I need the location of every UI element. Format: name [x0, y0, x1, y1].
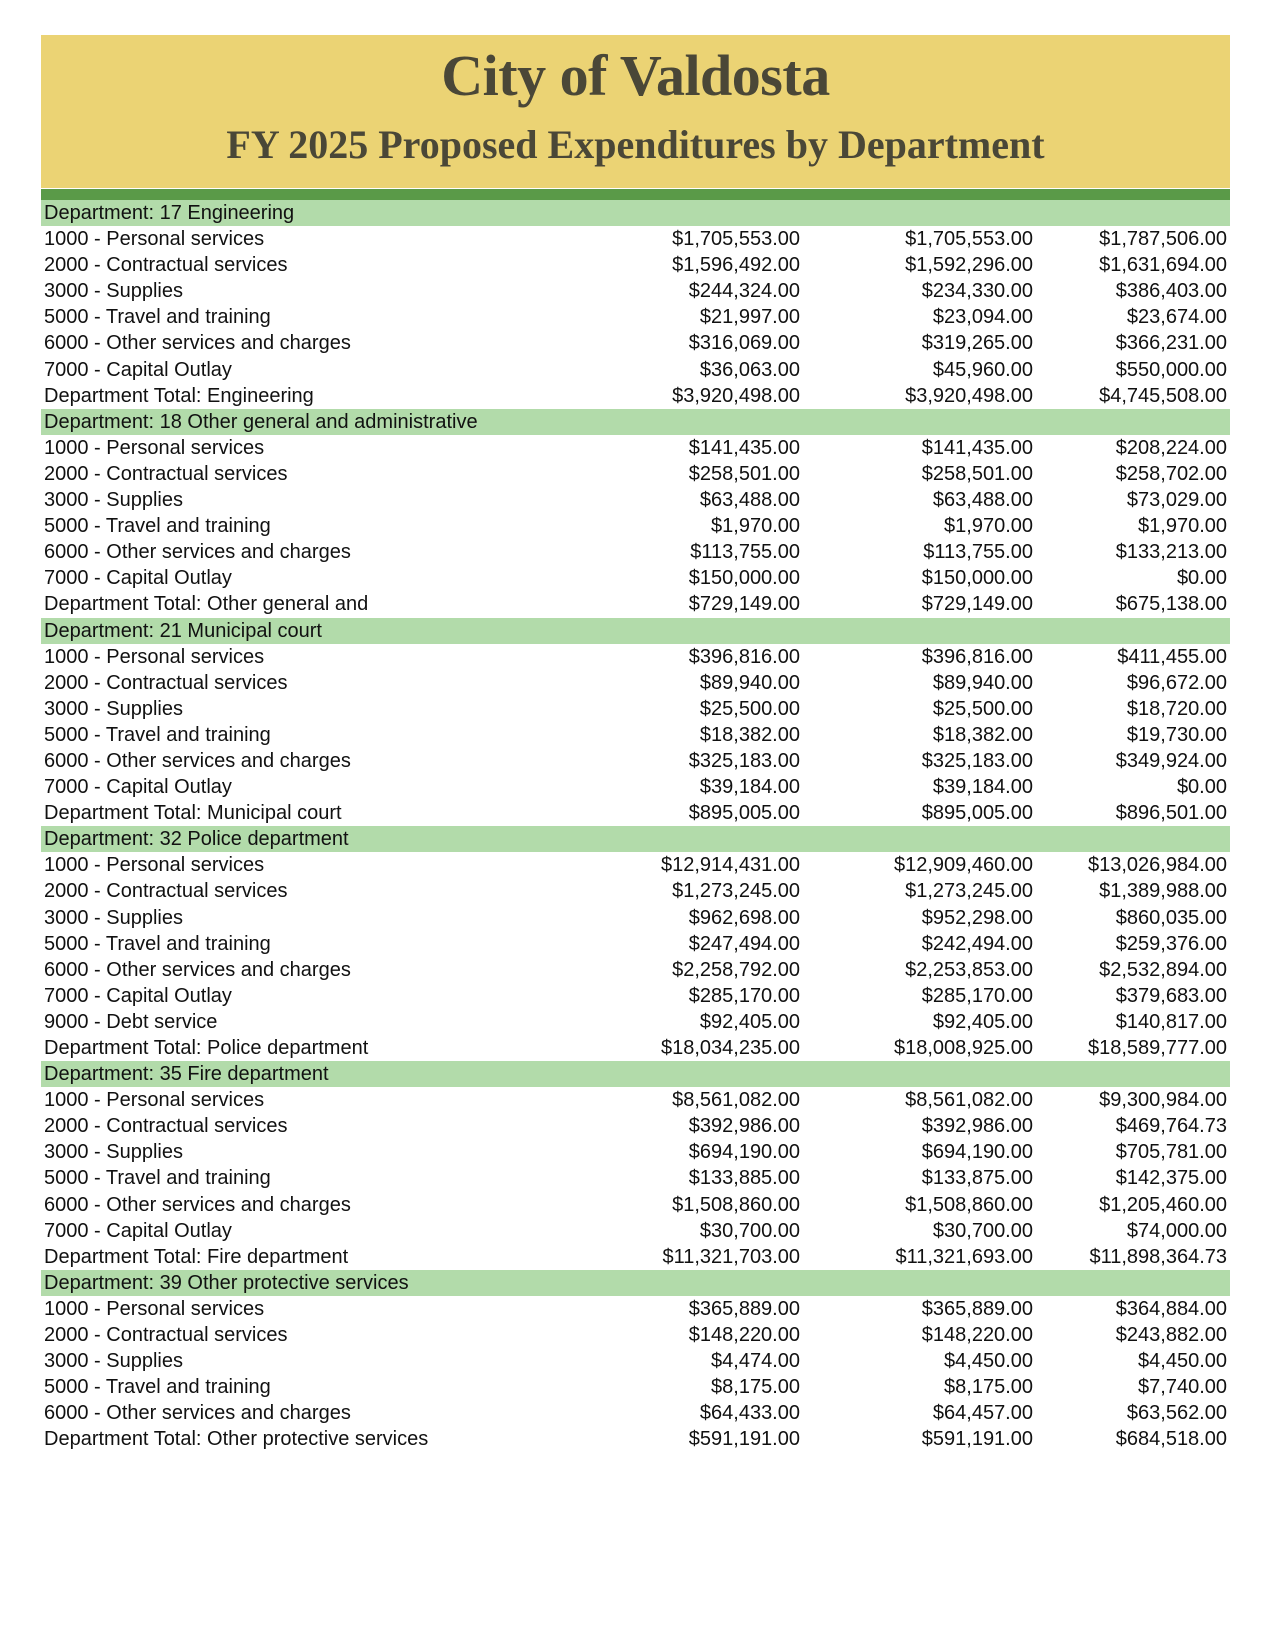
line-item-label: 7000 - Capital Outlay [44, 567, 232, 590]
amount-cell-c1: $258,501.00 [688, 462, 800, 485]
line-item-label: 6000 - Other services and charges [44, 332, 351, 355]
amount-cell-c3: $18,589,777.00 [1087, 1037, 1227, 1059]
header-divider [41, 189, 1230, 200]
amount-cell-c3: $386,403.00 [1115, 280, 1227, 303]
amount-cell-c1: $148,220.00 [688, 1324, 800, 1347]
amount-cell-c1: $3,920,498.00 [672, 384, 800, 407]
table-row [41, 1113, 1230, 1139]
table-row [41, 722, 1230, 748]
amount-cell-c2: $63,488.00 [932, 489, 1033, 512]
line-item-label: 5000 - Travel and training [44, 932, 271, 955]
line-item-label: 5000 - Travel and training [44, 723, 271, 746]
amount-cell-c3: $379,683.00 [1115, 984, 1227, 1007]
amount-cell-c3: $19,730.00 [1126, 723, 1227, 746]
table-row [41, 1035, 1230, 1061]
table-row [41, 748, 1230, 774]
amount-cell-c2: $396,816.00 [921, 645, 1033, 668]
line-item-label: 2000 - Contractual services [44, 1115, 288, 1138]
amount-cell-c2: $148,220.00 [921, 1324, 1033, 1347]
table-row [41, 696, 1230, 722]
amount-cell-c3: $896,501.00 [1115, 802, 1227, 825]
table-row [41, 1400, 1230, 1426]
amount-cell-c2: $4,450.00 [944, 1350, 1033, 1373]
line-item-label: 1000 - Personal services [44, 228, 265, 251]
amount-cell-c1: $895,005.00 [688, 802, 800, 825]
amount-cell-c2: $952,298.00 [921, 906, 1033, 929]
line-item-label: 3000 - Supplies [44, 1350, 183, 1373]
line-item-label: 7000 - Capital Outlay [44, 984, 232, 1007]
table-row [41, 983, 1230, 1009]
amount-cell-c1: $1,705,553.00 [672, 228, 800, 251]
amount-cell-c2: $325,183.00 [921, 749, 1033, 772]
amount-cell-c1: $4,474.00 [711, 1350, 800, 1373]
table-row [41, 774, 1230, 800]
line-item-label: 1000 - Personal services [44, 1297, 265, 1320]
table-row [41, 304, 1230, 330]
amount-cell-c2: $319,265.00 [921, 332, 1033, 355]
department-label: Department: 18 Other general and administrative [44, 410, 478, 433]
amount-cell-c1: $694,190.00 [688, 1141, 800, 1164]
amount-cell-c2: $1,970.00 [944, 515, 1033, 538]
amount-cell-c2: $2,253,853.00 [905, 958, 1033, 981]
amount-cell-c3: $411,455.00 [1117, 645, 1227, 668]
amount-cell-c1: $63,488.00 [699, 489, 800, 512]
amount-cell-c3: $74,000.00 [1126, 1219, 1227, 1242]
amount-cell-c1: $2,258,792.00 [672, 958, 800, 981]
table-row [41, 1218, 1230, 1244]
amount-cell-c1: $92,405.00 [699, 1010, 800, 1033]
amount-cell-c3: $366,231.00 [1115, 332, 1227, 355]
amount-cell-c1: $21,997.00 [699, 306, 800, 329]
amount-cell-c2: $3,920,498.00 [905, 384, 1033, 407]
table-row [41, 1087, 1230, 1113]
table-row [41, 252, 1230, 278]
amount-cell-c1: $244,324.00 [688, 280, 800, 303]
amount-cell-c1: $316,069.00 [688, 332, 800, 355]
amount-cell-c3: $142,375.00 [1115, 1167, 1227, 1190]
line-item-label: Department Total: Police department [44, 1037, 369, 1059]
line-item-label: Department Total: Fire department [44, 1245, 349, 1268]
amount-cell-c3: $364,884.00 [1115, 1297, 1227, 1320]
line-item-label: 1000 - Personal services [44, 854, 265, 877]
table-row [41, 1374, 1230, 1400]
amount-cell-c3: $349,924.00 [1115, 749, 1227, 772]
table-row [41, 931, 1230, 957]
table-row [41, 226, 1230, 252]
amount-cell-c3: $675,138.00 [1115, 593, 1227, 616]
amount-cell-c1: $8,561,082.00 [672, 1089, 800, 1112]
amount-cell-c3: $0.00 [1176, 567, 1227, 590]
line-item-label: 2000 - Contractual services [44, 254, 288, 277]
report-header [41, 35, 1230, 188]
amount-cell-c1: $39,184.00 [699, 776, 800, 799]
department-label: Department: 39 Other protective services [44, 1271, 409, 1294]
line-item-label: 1000 - Personal services [44, 436, 265, 459]
amount-cell-c3: $1,205,460.00 [1099, 1193, 1227, 1216]
table-row [41, 1426, 1230, 1452]
amount-cell-c1: $36,063.00 [699, 358, 800, 381]
table-row [41, 800, 1230, 826]
table-row [41, 461, 1230, 487]
amount-cell-c3: $2,532,894.00 [1099, 958, 1227, 981]
table-row [41, 383, 1230, 409]
amount-cell-c3: $208,224.00 [1115, 436, 1227, 459]
department-label: Department: 21 Municipal court [44, 619, 322, 642]
table-row [41, 539, 1230, 565]
amount-cell-c3: $18,720.00 [1126, 697, 1227, 720]
table-row [41, 878, 1230, 904]
line-item-label: 3000 - Supplies [44, 489, 183, 512]
department-label: Department: 35 Fire department [44, 1063, 329, 1086]
table-row [41, 1139, 1230, 1165]
amount-cell-c1: $12,914,431.00 [660, 854, 800, 877]
line-item-label: 7000 - Capital Outlay [44, 776, 232, 799]
amount-cell-c2: $141,435.00 [921, 436, 1033, 459]
amount-cell-c2: $1,508,860.00 [905, 1193, 1033, 1216]
amount-cell-c1: $962,698.00 [688, 906, 800, 929]
amount-cell-c3: $469,764.73 [1115, 1115, 1227, 1138]
table-row [41, 1192, 1230, 1218]
amount-cell-c3: $11,898,364.73 [1089, 1245, 1227, 1268]
amount-cell-c3: $705,781.00 [1115, 1141, 1227, 1164]
line-item-label: Department Total: Municipal court [44, 802, 342, 825]
line-item-label: 3000 - Supplies [44, 697, 183, 720]
table-row [41, 1009, 1230, 1035]
line-item-label: 6000 - Other services and charges [44, 1402, 351, 1425]
table-row [41, 487, 1230, 513]
amount-cell-c1: $18,382.00 [699, 723, 800, 746]
amount-cell-c1: $150,000.00 [688, 567, 800, 590]
amount-cell-c2: $234,330.00 [921, 280, 1033, 303]
amount-cell-c2: $30,700.00 [932, 1219, 1033, 1242]
amount-cell-c2: $8,175.00 [944, 1376, 1033, 1399]
amount-cell-c2: $133,875.00 [921, 1167, 1033, 1190]
amount-cell-c3: $73,029.00 [1126, 489, 1227, 512]
line-item-label: 1000 - Personal services [44, 645, 265, 668]
amount-cell-c1: $392,986.00 [688, 1115, 800, 1138]
amount-cell-c3: $550,000.00 [1115, 358, 1227, 381]
amount-cell-c1: $729,149.00 [688, 593, 800, 616]
line-item-label: 5000 - Travel and training [44, 515, 271, 538]
amount-cell-c1: $8,175.00 [711, 1376, 800, 1399]
line-item-label: 3000 - Supplies [44, 906, 183, 929]
amount-cell-c1: $1,970.00 [711, 515, 800, 538]
amount-cell-c2: $150,000.00 [921, 567, 1033, 590]
amount-cell-c2: $92,405.00 [932, 1010, 1033, 1033]
line-item-label: 5000 - Travel and training [44, 1167, 271, 1190]
amount-cell-c1: $285,170.00 [688, 984, 800, 1007]
line-item-label: 2000 - Contractual services [44, 880, 288, 903]
expenditures-table [41, 200, 1230, 1453]
amount-cell-c1: $30,700.00 [699, 1219, 800, 1242]
amount-cell-c3: $684,518.00 [1115, 1428, 1227, 1451]
amount-cell-c3: $4,745,508.00 [1099, 384, 1227, 407]
amount-cell-c2: $1,705,553.00 [905, 228, 1033, 251]
table-row [41, 957, 1230, 983]
table-row [41, 513, 1230, 539]
amount-cell-c2: $1,592,296.00 [905, 254, 1033, 277]
line-item-label: 3000 - Supplies [44, 280, 183, 303]
amount-cell-c1: $1,596,492.00 [672, 254, 800, 277]
department-label: Department: 17 Engineering [44, 202, 295, 224]
amount-cell-c2: $285,170.00 [921, 984, 1033, 1007]
line-item-label: 6000 - Other services and charges [44, 541, 351, 564]
table-row [41, 670, 1230, 696]
amount-cell-c1: $89,940.00 [699, 671, 800, 694]
amount-cell-c2: $64,457.00 [932, 1402, 1033, 1425]
department-header-row [41, 200, 1230, 226]
table-row [41, 905, 1230, 931]
amount-cell-c3: $23,674.00 [1126, 306, 1227, 329]
line-item-label: Department Total: Other general and [44, 593, 369, 616]
line-item-label: 2000 - Contractual services [44, 671, 288, 694]
table-row [41, 1322, 1230, 1348]
amount-cell-c3: $63,562.00 [1126, 1402, 1227, 1425]
amount-cell-c1: $396,816.00 [688, 645, 800, 668]
table-row [41, 852, 1230, 878]
line-item-label: 7000 - Capital Outlay [44, 358, 232, 381]
amount-cell-c3: $9,300,984.00 [1099, 1089, 1227, 1112]
amount-cell-c1: $11,321,703.00 [662, 1245, 800, 1268]
amount-cell-c2: $258,501.00 [921, 462, 1033, 485]
line-item-label: 6000 - Other services and charges [44, 958, 351, 981]
line-item-label: 6000 - Other services and charges [44, 749, 351, 772]
amount-cell-c1: $18,034,235.00 [660, 1037, 800, 1059]
line-item-label: 2000 - Contractual services [44, 462, 288, 485]
amount-cell-c2: $365,889.00 [921, 1297, 1033, 1320]
amount-cell-c1: $325,183.00 [688, 749, 800, 772]
line-item-label: 9000 - Debt service [44, 1010, 218, 1033]
table-row [41, 278, 1230, 304]
amount-cell-c3: $1,631,694.00 [1099, 254, 1227, 277]
amount-cell-c2: $12,909,460.00 [893, 854, 1033, 877]
amount-cell-c3: $96,672.00 [1126, 671, 1227, 694]
amount-cell-c3: $259,376.00 [1115, 932, 1227, 955]
table-row [41, 330, 1230, 356]
amount-cell-c1: $133,885.00 [688, 1167, 800, 1190]
line-item-label: 5000 - Travel and training [44, 306, 271, 329]
table-row [41, 1244, 1230, 1270]
line-item-label: 7000 - Capital Outlay [44, 1219, 232, 1242]
amount-cell-c1: $1,508,860.00 [672, 1193, 800, 1216]
department-header-row [41, 826, 1230, 852]
amount-cell-c1: $64,433.00 [699, 1402, 800, 1425]
amount-cell-c3: $4,450.00 [1138, 1350, 1227, 1373]
amount-cell-c3: $1,970.00 [1138, 515, 1227, 538]
line-item-label: 2000 - Contractual services [44, 1324, 288, 1347]
amount-cell-c1: $365,889.00 [688, 1297, 800, 1320]
page-title: City of Valdosta [441, 43, 830, 108]
amount-cell-c2: $113,755.00 [923, 541, 1033, 564]
table-row [41, 1348, 1230, 1374]
amount-cell-c1: $247,494.00 [688, 932, 800, 955]
amount-cell-c2: $18,382.00 [932, 723, 1033, 746]
table-row [41, 1165, 1230, 1191]
amount-cell-c2: $8,561,082.00 [905, 1089, 1033, 1112]
table-row [41, 591, 1230, 617]
amount-cell-c3: $7,740.00 [1138, 1376, 1227, 1399]
department-header-row [41, 1270, 1230, 1296]
amount-cell-c1: $113,755.00 [690, 541, 800, 564]
amount-cell-c2: $39,184.00 [932, 776, 1033, 799]
amount-cell-c2: $45,960.00 [932, 358, 1033, 381]
amount-cell-c1: $141,435.00 [688, 436, 800, 459]
line-item-label: 6000 - Other services and charges [44, 1193, 351, 1216]
amount-cell-c2: $23,094.00 [932, 306, 1033, 329]
page-subtitle: FY 2025 Proposed Expenditures by Department [226, 122, 1045, 167]
amount-cell-c2: $18,008,925.00 [893, 1037, 1033, 1059]
table-row [41, 357, 1230, 383]
amount-cell-c3: $860,035.00 [1115, 906, 1227, 929]
amount-cell-c2: $729,149.00 [921, 593, 1033, 616]
amount-cell-c2: $392,986.00 [921, 1115, 1033, 1138]
amount-cell-c3: $1,787,506.00 [1099, 228, 1227, 251]
amount-cell-c2: $591,191.00 [921, 1428, 1033, 1451]
amount-cell-c3: $13,026,984.00 [1087, 854, 1227, 877]
line-item-label: 1000 - Personal services [44, 1089, 265, 1112]
department-header-row [41, 409, 1230, 435]
line-item-label: Department Total: Engineering [44, 384, 314, 407]
amount-cell-c2: $242,494.00 [921, 932, 1033, 955]
department-header-row [41, 618, 1230, 644]
amount-cell-c2: $694,190.00 [921, 1141, 1033, 1164]
amount-cell-c1: $591,191.00 [688, 1428, 800, 1451]
department-label: Department: 32 Police department [44, 828, 349, 851]
amount-cell-c2: $25,500.00 [932, 697, 1033, 720]
amount-cell-c3: $243,882.00 [1115, 1324, 1227, 1347]
table-row [41, 644, 1230, 670]
table-row [41, 565, 1230, 591]
amount-cell-c3: $140,817.00 [1115, 1010, 1227, 1033]
line-item-label: Department Total: Other protective services [44, 1428, 429, 1451]
line-item-label: 5000 - Travel and training [44, 1376, 271, 1399]
amount-cell-c3: $1,389,988.00 [1099, 880, 1227, 903]
department-header-row [41, 1061, 1230, 1087]
amount-cell-c2: $1,273,245.00 [905, 880, 1033, 903]
table-row [41, 435, 1230, 461]
amount-cell-c1: $25,500.00 [699, 697, 800, 720]
line-item-label: 3000 - Supplies [44, 1141, 183, 1164]
amount-cell-c2: $89,940.00 [932, 671, 1033, 694]
amount-cell-c1: $1,273,245.00 [672, 880, 800, 903]
amount-cell-c2: $11,321,693.00 [895, 1245, 1033, 1268]
amount-cell-c3: $0.00 [1176, 776, 1227, 799]
table-row [41, 1296, 1230, 1322]
amount-cell-c3: $133,213.00 [1115, 541, 1227, 564]
amount-cell-c2: $895,005.00 [921, 802, 1033, 825]
amount-cell-c3: $258,702.00 [1115, 462, 1227, 485]
